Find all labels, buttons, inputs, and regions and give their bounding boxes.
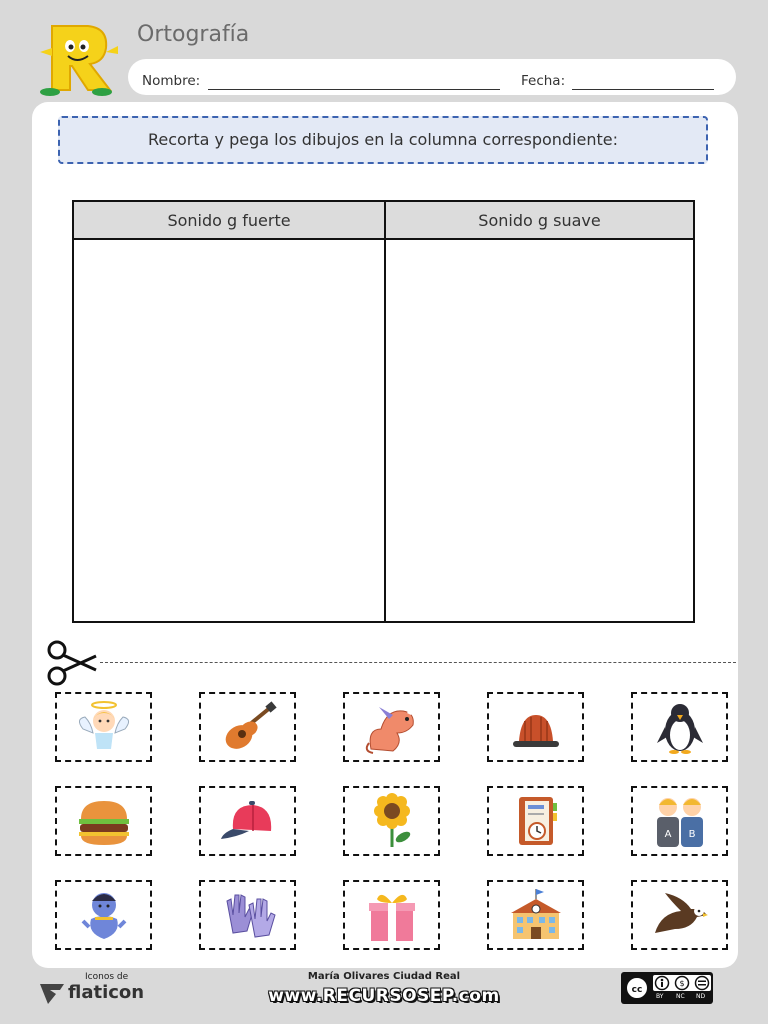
card-dragon[interactable] — [343, 692, 440, 762]
card-angel[interactable] — [55, 692, 152, 762]
sorting-table — [72, 200, 695, 623]
name-date-bar — [128, 59, 736, 95]
card-sunflower[interactable] — [343, 786, 440, 856]
angel-icon — [75, 699, 133, 755]
license-by: BY — [656, 993, 664, 1000]
page-title: Ortografía — [137, 22, 250, 47]
gift-icon — [363, 887, 421, 943]
name-label: Nombre: — [142, 73, 201, 89]
twins-icon — [651, 793, 709, 849]
card-gift[interactable] — [343, 880, 440, 950]
card-jelly[interactable] — [487, 692, 584, 762]
by-nc-nd-icons — [653, 975, 711, 991]
svg-text:A: A — [664, 829, 672, 840]
scissors-icon — [46, 640, 98, 686]
date-line[interactable] — [572, 89, 714, 90]
author-credit: María Olivares Ciudad Real — [307, 971, 461, 982]
license-nc: NC — [676, 993, 685, 1000]
cap-icon — [219, 793, 277, 849]
agenda-icon — [507, 793, 565, 849]
gloves-icon — [219, 887, 277, 943]
cc-license-badge — [621, 972, 713, 1004]
card-agenda[interactable] — [487, 786, 584, 856]
cc-icon — [624, 975, 650, 1001]
svg-text:$: $ — [679, 979, 685, 988]
name-line[interactable] — [208, 89, 500, 90]
card-cap[interactable] — [199, 786, 296, 856]
card-school[interactable] — [487, 880, 584, 950]
card-penguin[interactable] — [631, 692, 728, 762]
instructions-box: Recorta y pega los dibujos en la columna correspondiente: — [58, 116, 708, 164]
penguin-icon — [651, 699, 709, 755]
site-link[interactable]: www.RECURSOSEP.com — [268, 986, 500, 1006]
hamburger-icon — [75, 793, 133, 849]
license-symbols — [653, 975, 711, 991]
date-label: Fecha: — [521, 73, 566, 89]
eagle-icon — [651, 887, 709, 943]
card-gloves[interactable] — [199, 880, 296, 950]
card-genie[interactable] — [55, 880, 152, 950]
school-icon — [507, 887, 565, 943]
card-hamburger[interactable] — [55, 786, 152, 856]
card-guitar[interactable] — [199, 692, 296, 762]
jelly-icon — [507, 699, 565, 755]
flaticon-wordmark: flaticon — [68, 982, 145, 1003]
cut-line — [100, 662, 736, 663]
svg-text:cc: cc — [631, 985, 643, 995]
logo-r-icon — [30, 18, 122, 98]
genie-icon — [75, 887, 133, 943]
dragon-icon — [363, 699, 421, 755]
icons-credit-label: Iconos de — [85, 972, 129, 982]
column-header-soft-g: Sonido g suave — [386, 202, 693, 240]
card-eagle[interactable] — [631, 880, 728, 950]
column-divider — [384, 202, 386, 621]
card-twins[interactable] — [631, 786, 728, 856]
column-header-hard-g: Sonido g fuerte — [74, 202, 384, 240]
guitar-icon — [219, 699, 277, 755]
sunflower-icon — [363, 793, 421, 849]
license-nd: ND — [696, 993, 706, 1000]
svg-text:B: B — [688, 829, 696, 840]
